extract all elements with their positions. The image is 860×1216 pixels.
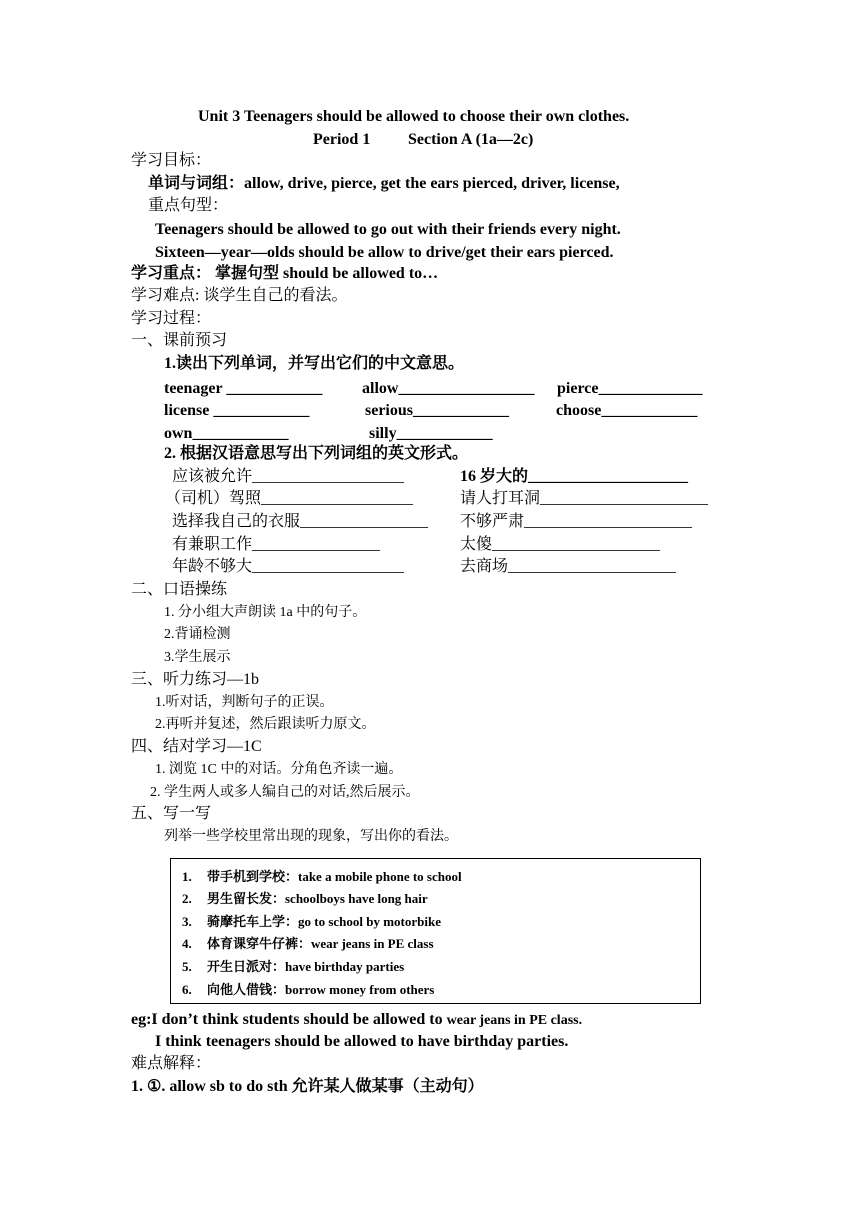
phrase-blank: 应该被允许___________________	[172, 468, 405, 485]
phenomenon-number: 4.	[182, 936, 192, 951]
word-blank-choose: choose____________	[556, 402, 698, 419]
key-point: 学习重点： 掌握句型 should be allowed to…	[131, 265, 439, 282]
phrase-blank: 太傻_____________________	[460, 536, 661, 553]
phenomenon-item: 带手机到学校：take a mobile phone to school	[207, 869, 462, 884]
phrase-blank: 选择我自己的衣服________________	[172, 513, 429, 530]
word-blank-serious: serious____________	[365, 402, 509, 419]
process-heading: 学习过程：	[131, 310, 212, 327]
task1-instruction: 1.读出下列单词，并写出它们的中文意思。	[164, 355, 465, 372]
word-blank-teenager: teenager ____________	[164, 380, 323, 397]
explanation-heading: 难点解释：	[131, 1055, 212, 1072]
patterns-heading: 重点句型：	[148, 197, 229, 214]
phenomenon-item: 开生日派对：have birthday parties	[207, 959, 405, 974]
word-blank-pierce: pierce_____________	[557, 380, 703, 397]
example-1-main: eg:I don’t think students should be allowed to	[131, 1011, 443, 1028]
part2-item: 2.背诵检测	[164, 627, 231, 642]
part5-instruction: 列举一些学校里常出现的现象，写出你的看法。	[164, 829, 458, 844]
difficulty: 学习难点: 谈学生自己的看法。	[131, 287, 348, 304]
phrase-blank: 去商场_____________________	[460, 558, 677, 575]
part4-heading: 四、结对学习—1C	[131, 738, 262, 755]
phrase-blank: 请人打耳洞_____________________	[460, 490, 709, 507]
phrase-blank: 16 岁大的____________________	[460, 468, 689, 485]
example-1-tail: wear jeans in PE class.	[446, 1013, 583, 1028]
phenomenon-number: 1.	[182, 869, 192, 884]
phenomenon-number: 2.	[182, 891, 192, 906]
vocab-line: 单词与词组：allow, drive, pierce, get the ears pierced, driver, license,	[148, 175, 620, 192]
section-label: Section A (1a—2c)	[408, 131, 534, 148]
phrase-blank: 有兼职工作________________	[172, 536, 381, 553]
word-blank-allow: allow_________________	[362, 380, 535, 397]
pattern-sentence-1: Teenagers should be allowed to go out with their friends every night.	[155, 221, 621, 238]
example-sentence-2: I think teenagers should be allowed to have birthday parties.	[155, 1033, 569, 1050]
phrase-blank: 年龄不够大___________________	[172, 558, 405, 575]
phrase-blank: （司机）驾照___________________	[165, 490, 414, 507]
word-blank-license: license ____________	[164, 402, 310, 419]
example-sentence-1	[131, 1012, 582, 1028]
part5-heading: 五、写一写	[131, 805, 212, 822]
phenomenon-number: 6.	[182, 982, 192, 997]
phenomenon-number: 3.	[182, 914, 192, 929]
objectives-heading: 学习目标：	[131, 152, 212, 169]
part4-item: 1. 浏览 1C 中的对话。分角色齐读一遍。	[155, 762, 403, 777]
part2-item: 1. 分小组大声朗读 1a 中的句子。	[164, 605, 367, 620]
part2-item: 3.学生展示	[164, 650, 231, 665]
word-blank-silly: silly____________	[369, 425, 493, 442]
part4-item: 2. 学生两人或多人编自己的对话,然后展示。	[150, 785, 420, 800]
part1-heading: 一、课前预习	[131, 332, 228, 349]
part2-heading: 二、口语操练	[131, 581, 228, 598]
phenomenon-item: 体育课穿牛仔裤：wear jeans in PE class	[207, 936, 434, 951]
phenomenon-item: 向他人借钱：borrow money from others	[207, 982, 435, 997]
part3-item: 1.听对话，判断句子的正误。	[155, 695, 334, 710]
part3-item: 2.再听并复述，然后跟读听力原文。	[155, 717, 376, 732]
period-label: Period 1	[313, 131, 371, 148]
word-blank-own: own____________	[164, 425, 289, 442]
pattern-sentence-2: Sixteen—year—olds should be allow to drive/get their ears pierced.	[155, 244, 614, 261]
phenomenon-number: 5.	[182, 959, 192, 974]
phenomenon-item: 男生留长发：schoolboys have long hair	[207, 891, 428, 906]
part3-heading: 三、听力练习—1b	[131, 671, 260, 688]
phrase-blank: 不够严肃_____________________	[460, 513, 693, 530]
explanation-item-1: 1. ①. allow sb to do sth 允许某人做某事（主动句）	[131, 1078, 484, 1095]
phenomenon-item: 骑摩托车上学：go to school by motorbike	[207, 914, 442, 929]
page-title: Unit 3 Teenagers should be allowed to choose their own clothes.	[198, 108, 630, 125]
task2-instruction: 2. 根据汉语意思写出下列词组的英文形式。	[164, 445, 469, 462]
